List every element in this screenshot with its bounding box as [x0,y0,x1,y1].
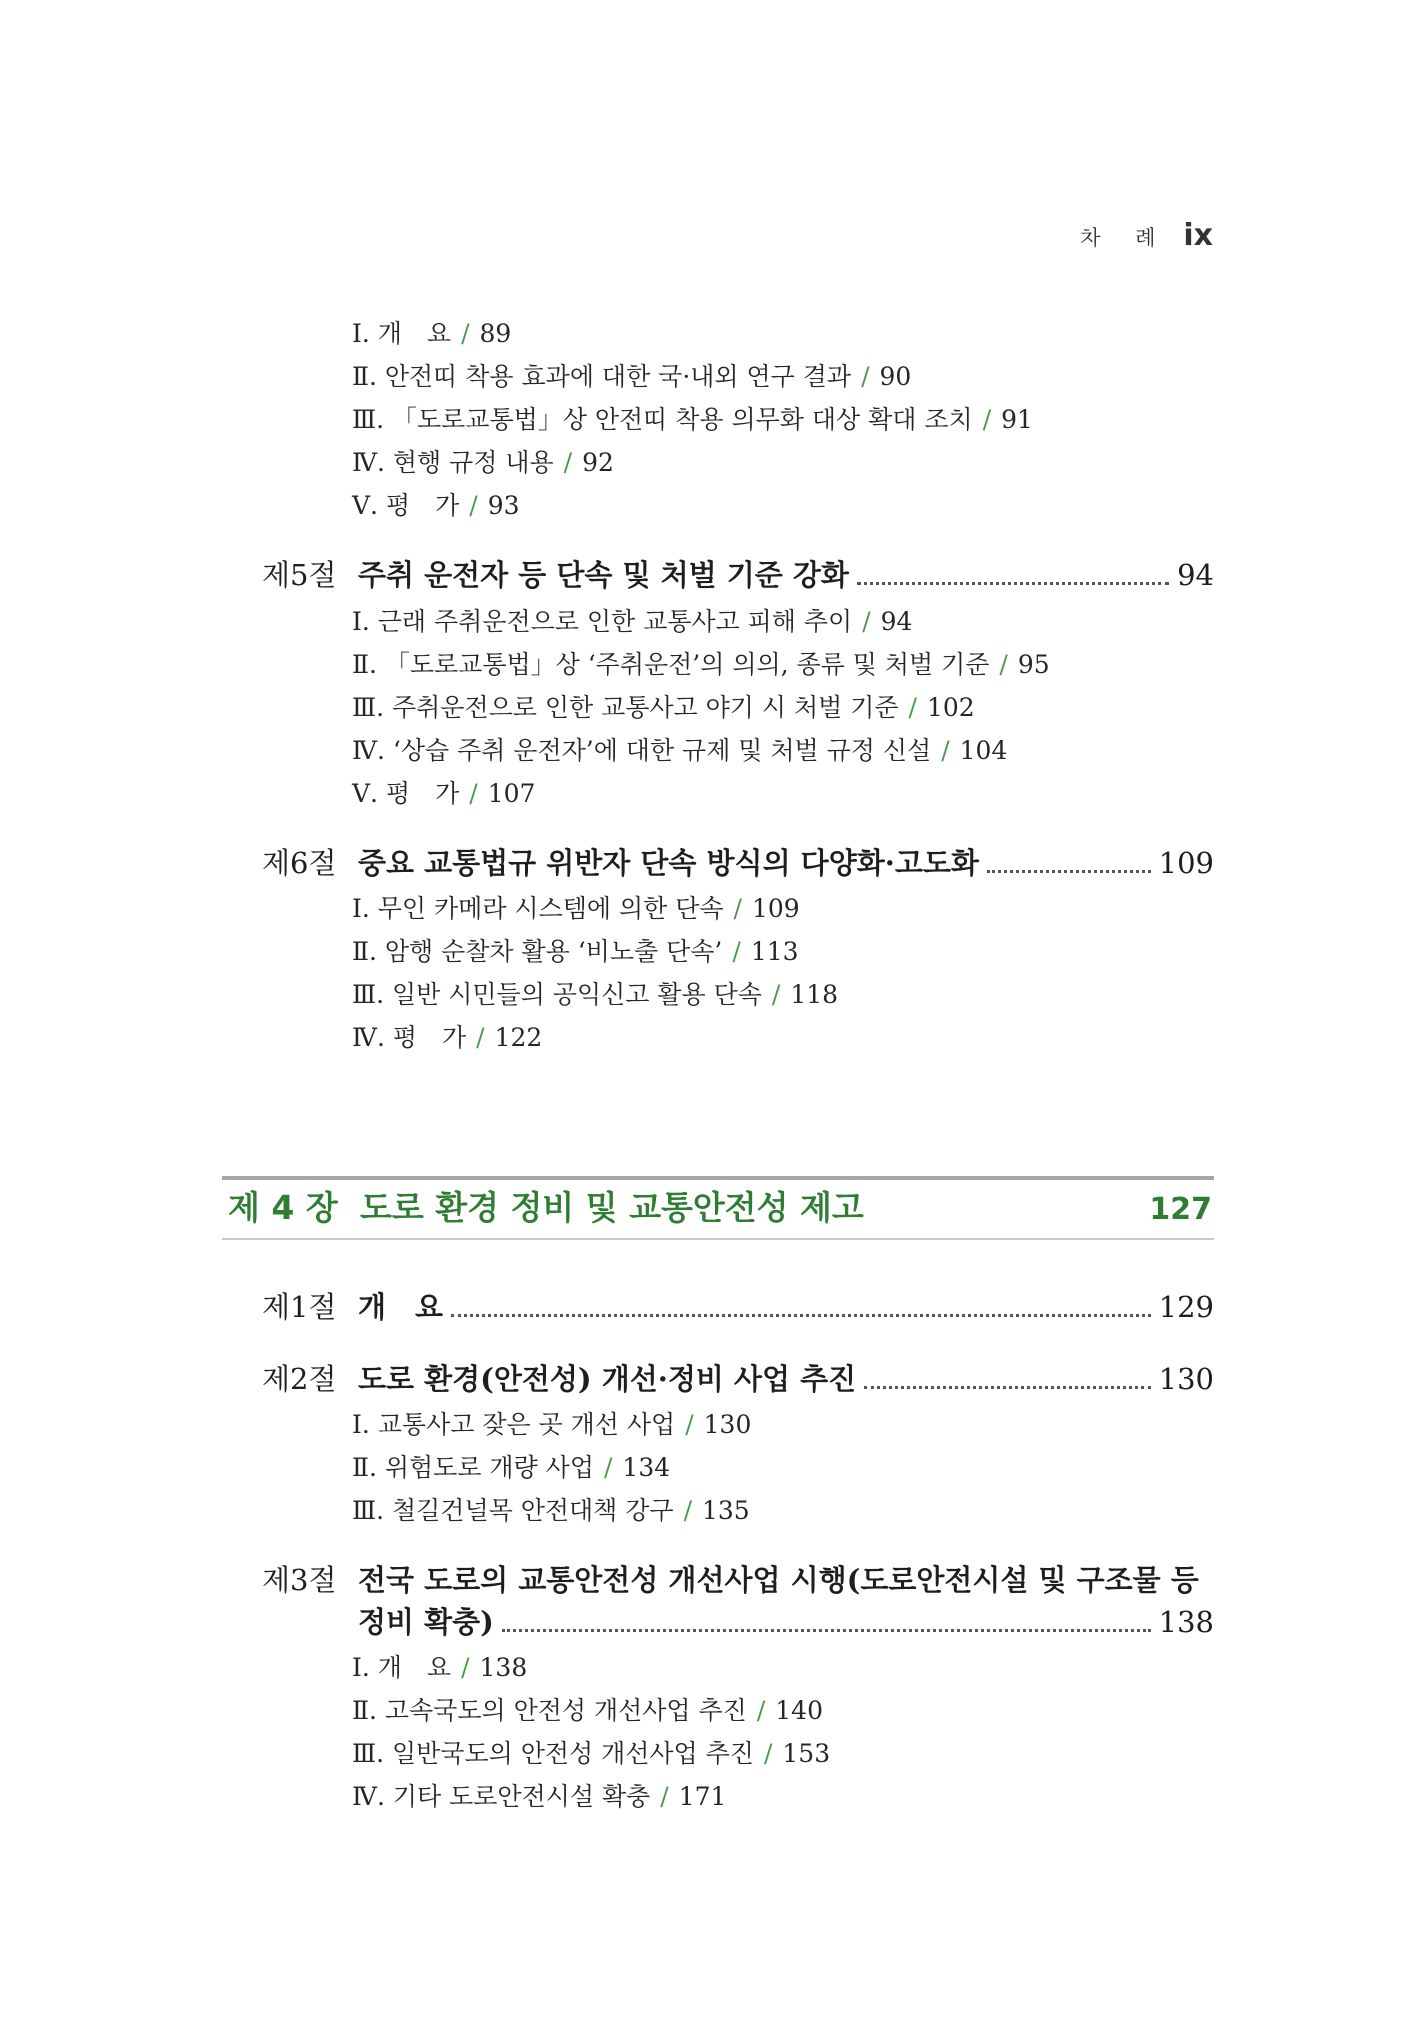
toc-item-page: 104 [959,736,1008,765]
section-title: 주취 운전자 등 단속 및 처벌 기준 강화 [358,558,849,592]
section-title: 도로 환경(안전성) 개선·정비 사업 추진 [358,1362,857,1396]
section-number: 제3절 [262,1563,337,1597]
toc-item-page: 138 [479,1653,528,1682]
toc-item-label: Ⅳ. ‘상습 주취 운전자’에 대한 규제 및 처벌 규정 신설 [352,736,932,765]
section-title-line1: 전국 도로의 교통안전성 개선사업 시행(도로안전시설 및 구조물 등 [358,1563,1199,1597]
chapter-heading[interactable] [228,1184,1212,1234]
toc-item-page: 90 [879,362,912,391]
section-number: 제1절 [262,1290,337,1324]
toc-item-page: 92 [582,448,614,477]
toc-item-page: 91 [1001,405,1033,434]
toc-section[interactable] [262,843,1214,883]
section-page: 138 [1158,1605,1214,1639]
toc-item-label: Ⅱ. 안전띠 착용 효과에 대한 국·내외 연구 결과 [352,362,852,391]
toc-item-label: Ⅲ. 주취운전으로 인한 교통사고 야기 시 처벌 기준 [352,693,899,722]
toc-item-label: Ⅰ. 개 요 [352,1653,452,1682]
section-page: 109 [1158,846,1214,880]
toc-item[interactable]: Ⅱ. 안전띠 착용 효과에 대한 국·내외 연구 결과 / 90 [352,362,912,391]
toc-item-label: Ⅲ. 「도로교통법」상 안전띠 착용 의무화 대상 확대 조치 [352,405,973,434]
toc-item-page: 93 [487,491,520,520]
section-page: 130 [1158,1362,1214,1396]
toc-item[interactable]: Ⅰ. 근래 주취운전으로 인한 교통사고 피해 추이 / 94 [352,607,913,636]
toc-item-label: Ⅰ. 교통사고 잦은 곳 개선 사업 [352,1410,676,1439]
toc-item-label: Ⅱ. 고속국도의 안전성 개선사업 추진 [352,1696,747,1725]
section-page: 129 [1158,1290,1214,1324]
toc-section[interactable] [262,1287,1214,1327]
toc-section[interactable] [262,555,1214,595]
toc-item[interactable]: Ⅳ. ‘상습 주취 운전자’에 대한 규제 및 처벌 규정 신설 / 104 [352,736,1008,765]
section-page: 94 [1177,558,1214,592]
toc-item-page: 140 [775,1696,823,1725]
toc-item-label: Ⅲ. 일반 시민들의 공익신고 활용 단속 [352,980,762,1009]
toc-item[interactable]: Ⅱ. 암행 순찰차 활용 ‘비노출 단속’ / 113 [352,937,799,966]
toc-item-page: 109 [751,894,800,923]
leader-dots [864,1386,1151,1389]
toc-item-page: 118 [790,980,839,1009]
toc-section[interactable] [262,1359,1214,1399]
toc-item-page: 171 [678,1782,727,1811]
section-title: 개 요 [358,1290,444,1324]
toc-section-continued[interactable] [358,1602,1214,1642]
section-number: 제5절 [262,558,337,592]
toc-item-label: Ⅳ. 기타 도로안전시설 확충 [352,1782,651,1811]
toc-item-label: Ⅲ. 일반국도의 안전성 개선사업 추진 [352,1739,754,1768]
toc-item-page: 107 [487,779,536,808]
section-number: 제2절 [262,1362,337,1396]
section-title: 중요 교통법규 위반자 단속 방식의 다양화·고도화 [358,846,979,880]
toc-item-label: Ⅲ. 철길건널목 안전대책 강구 [352,1496,674,1525]
toc-item[interactable]: Ⅱ. 위험도로 개량 사업 / 134 [352,1453,671,1482]
toc-item-label: Ⅰ. 근래 주취운전으로 인한 교통사고 피해 추이 [352,607,853,636]
toc-item[interactable]: Ⅴ. 평 가 / 93 [352,491,520,520]
toc-item[interactable]: Ⅰ. 개 요 / 138 [352,1653,528,1682]
toc-item[interactable]: Ⅰ. 개 요 / 89 [352,319,512,348]
toc-item-label: Ⅳ. 현행 규정 내용 [352,448,554,477]
toc-item[interactable]: Ⅳ. 현행 규정 내용 / 92 [352,448,614,477]
toc-item-label: Ⅱ. 암행 순찰차 활용 ‘비노출 단속’ [352,937,723,966]
chapter-top-rule [222,1176,1214,1180]
toc-item[interactable]: Ⅴ. 평 가 / 107 [352,779,536,808]
leader-dots [451,1314,1151,1317]
toc-item-page: 122 [494,1023,543,1052]
toc-item-label: Ⅴ. 평 가 [352,491,460,520]
toc-item[interactable]: Ⅰ. 교통사고 잦은 곳 개선 사업 / 130 [352,1410,752,1439]
toc-item-label: Ⅱ. 「도로교통법」상 ‘주취운전’의 의의, 종류 및 처벌 기준 [352,650,990,679]
toc-item-page: 130 [703,1410,752,1439]
toc-item[interactable]: Ⅰ. 무인 카메라 시스템에 의한 단속 / 109 [352,894,800,923]
toc-item-page: 89 [479,319,512,348]
chapter-bottom-rule [222,1238,1214,1240]
chapter-number: 제 4 장 [228,1188,338,1227]
toc-item-page: 135 [702,1496,750,1525]
leader-dots [502,1629,1151,1632]
toc-item-label: Ⅰ. 무인 카메라 시스템에 의한 단속 [352,894,724,923]
toc-item[interactable]: Ⅳ. 평 가 / 122 [352,1023,543,1052]
section-title-line2: 정비 확충) [358,1605,494,1639]
toc-item[interactable]: Ⅲ. 「도로교통법」상 안전띠 착용 의무화 대상 확대 조치 / 91 [352,405,1033,434]
toc-item[interactable]: Ⅲ. 일반국도의 안전성 개선사업 추진 / 153 [352,1739,831,1768]
running-header [1080,218,1213,253]
toc-item[interactable]: Ⅱ. 「도로교통법」상 ‘주취운전’의 의의, 종류 및 처벌 기준 / 95 [352,650,1050,679]
toc-item-page: 113 [750,937,799,966]
leader-dots [857,582,1169,585]
toc-item-page: 102 [926,693,975,722]
toc-item-page: 95 [1017,650,1050,679]
toc-item[interactable]: Ⅲ. 주취운전으로 인한 교통사고 야기 시 처벌 기준 / 102 [352,693,975,722]
toc-item-label: Ⅱ. 위험도로 개량 사업 [352,1453,594,1482]
chapter-page: 127 [1149,1192,1212,1227]
toc-item-page: 153 [782,1739,831,1768]
toc-item[interactable]: Ⅳ. 기타 도로안전시설 확충 / 171 [352,1782,727,1811]
chapter-title: 도로 환경 정비 및 교통안전성 제고 [360,1188,864,1227]
toc-item-label: Ⅰ. 개 요 [352,319,452,348]
section-number: 제6절 [262,846,337,880]
toc-item[interactable]: Ⅲ. 철길건널목 안전대책 강구 / 135 [352,1496,750,1525]
header-page-number: ix [1183,218,1213,253]
toc-item-label: Ⅴ. 평 가 [352,779,460,808]
toc-item[interactable]: Ⅲ. 일반 시민들의 공익신고 활용 단속 / 118 [352,980,839,1009]
toc-item-page: 94 [880,607,913,636]
toc-item-label: Ⅳ. 평 가 [352,1023,467,1052]
header-label: 차 례 [1080,226,1170,250]
toc-item-page: 134 [622,1453,671,1482]
leader-dots [987,870,1151,873]
toc-item[interactable]: Ⅱ. 고속국도의 안전성 개선사업 추진 / 140 [352,1696,823,1725]
toc-section[interactable] [262,1560,1214,1600]
